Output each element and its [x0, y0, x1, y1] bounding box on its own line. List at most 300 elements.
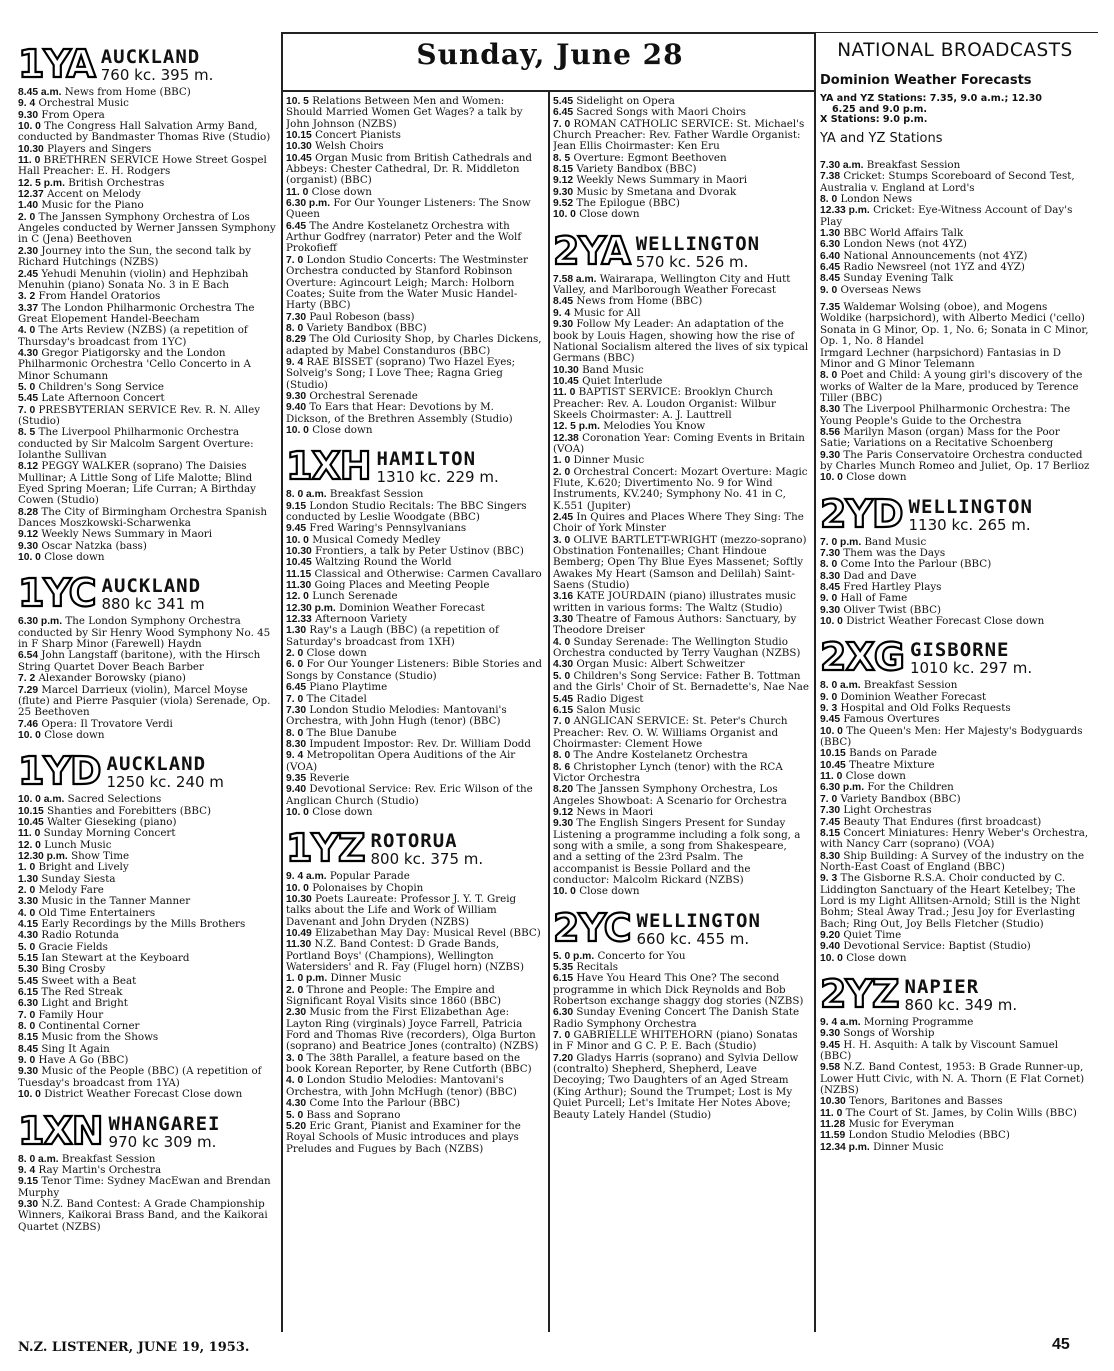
- programme-time: 9.30: [18, 1066, 39, 1078]
- programme-text: From Handel Oratorios: [38, 290, 161, 303]
- station-frequency: 1010 kc. 297 m.: [909, 659, 1033, 678]
- programme-item: [820, 851, 1090, 874]
- programme-text: Hospital and Old Folks Requests: [840, 702, 1011, 715]
- programme-time: 4.30: [18, 930, 39, 942]
- programme-item: [553, 319, 809, 364]
- programme-text: GABRIELLE WHITEHORN (piano) Sonatas in F Minor and G C. P. E. Bach (Studio): [553, 1029, 798, 1053]
- station-city: WELLINGTON: [908, 495, 1033, 518]
- programme-time: 9.30: [553, 818, 574, 830]
- programme-item: [553, 433, 809, 456]
- programme-text: Breakfast Session: [329, 488, 424, 501]
- programme-text: Sunday Evening Concert The Danish State Radio Symphony Orchestra: [553, 1006, 800, 1030]
- programme-time: 9.40: [286, 402, 307, 414]
- programme-text: Radio Newsreel (not 1YZ and 4YZ): [843, 261, 1025, 274]
- programme-time: 9. 4: [18, 98, 36, 110]
- programme-item: [286, 1053, 542, 1076]
- programme-time: 8. 6: [553, 761, 571, 773]
- programme-time: 6.30: [553, 1007, 574, 1019]
- station-info: [910, 640, 1032, 677]
- station-city: AUCKLAND: [100, 46, 201, 68]
- programme-time: 8.29: [286, 334, 307, 346]
- programme-time: 1.40: [18, 200, 39, 212]
- programme-text: From Opera: [41, 108, 105, 121]
- programme-text: BRETHREN SERVICE Howe Street Gospel Hall Preacher: E. H. Rodgers: [18, 154, 267, 178]
- programme-text: The Liverpool Philharmonic Orchestra: The Young People's Guide to the Orchestra: [820, 403, 1071, 427]
- programme-text: Relations Between Men and Women: Should Married Women Get Wages? a talk by John Johnson (NZBS): [286, 96, 523, 130]
- programme-time: 8.28: [18, 506, 39, 518]
- programme-time: 9.30: [553, 186, 574, 198]
- national-broadcasts-box: [820, 40, 1090, 146]
- station-header: [18, 1103, 276, 1151]
- programme-time: 6.15: [553, 704, 574, 716]
- programme-item: [820, 205, 1090, 228]
- programme-text: The Gisborne R.S.A. Choir conducted by C. Liddington Sanctuary of the Heart Ketelbey; The Lord is my Light Allitsen-Arnold; Still is the Night Bohm; Steal Away Trad.; Jesu Joy for Everlasting Bach; Ring Out, Joy Bells Fletcher (Studio): [820, 872, 1081, 930]
- programme-text: Waldemar Wolsing (oboe), and Mogens Woldike (harpsichord), with Alberto Medici ('cello) Sonata in G Minor, Op. 1, No. 6; Sonata in C Minor, Op. 1, No. 8 Handel: [820, 301, 1089, 348]
- programme-text: British Orchestras: [68, 176, 165, 189]
- programme-time: 3.30: [18, 896, 39, 908]
- programme-text: Fred Waring's Pennsylvanians: [309, 522, 467, 535]
- column-2: [286, 96, 542, 1326]
- station-city: HAMILTON: [376, 448, 477, 471]
- programme-time: 12.38: [553, 432, 579, 444]
- programme-text: Children's Song Service: [38, 380, 164, 393]
- programme-text: Bands on Parade: [849, 747, 938, 760]
- programme-time: 10. 0: [820, 472, 843, 484]
- programme-text: Gracie Fields: [38, 940, 108, 953]
- programme-item: [820, 370, 1090, 404]
- programme-text: Late Afternoon Concert: [41, 392, 165, 405]
- programme-text: Music for the Piano: [41, 199, 144, 212]
- programme-text: Poets Laureate: Professor J. Y. T. Greig talks about the Life and Work of William Davenant and John Dryden (NZBS): [286, 892, 517, 928]
- programme-item: [820, 1040, 1090, 1063]
- programme-text: Ship Building: A Survey of the industry on the North-East Coast of England (BBC): [820, 849, 1085, 873]
- programme-time: 10.15: [18, 805, 44, 817]
- weather-subheading: Dominion Weather Forecasts: [820, 73, 1032, 88]
- programme-time: 9.30: [18, 1198, 39, 1210]
- programme-time: 7.20: [553, 1052, 574, 1064]
- programme-text: Dominion Weather Forecast: [840, 690, 987, 703]
- programme-time: 1.30: [820, 228, 841, 240]
- programme-text: Accent on Melody: [47, 188, 141, 201]
- programme-time: 1. 0: [18, 862, 36, 874]
- station-callsign: 1XH: [286, 444, 371, 489]
- programme-item: [553, 1030, 809, 1053]
- station-info: [101, 47, 214, 84]
- programme-text: Bright and Lively: [38, 861, 129, 874]
- programme-time: 11. 0: [820, 771, 843, 783]
- station-info: [371, 831, 484, 868]
- programme-text: Christopher Lynch (tenor) with the RCA Victor Orchestra: [553, 760, 783, 784]
- programme-time: 7. 0: [820, 793, 838, 805]
- programme-item: [286, 750, 542, 773]
- programme-time: 3. 0: [286, 1052, 304, 1064]
- programme-time: 4. 0: [286, 1075, 304, 1087]
- programme-time: 12. 5 p.m.: [18, 177, 65, 189]
- programme-time: 11.28: [820, 1119, 846, 1131]
- programme-item: [18, 325, 276, 348]
- programme-item: [820, 616, 1090, 627]
- weather-line: 6.25 and 9.0 p.m.: [832, 103, 928, 115]
- programme-text: The Queen's Men: Her Majesty's Bodyguards (BBC): [820, 724, 1083, 749]
- programme-time: 10.45: [820, 759, 846, 771]
- programme-item: [820, 771, 1090, 782]
- programme-time: 7. 2: [18, 673, 36, 685]
- station-header: [18, 565, 276, 616]
- programme-time: 10.30: [286, 546, 312, 558]
- programme-text: H. H. Asquith: A talk by Viscount Samuel (BBC): [820, 1038, 1059, 1062]
- programme-text: Music from the Shows: [41, 1031, 159, 1044]
- programme-time: 5.45: [553, 693, 574, 705]
- programme-text: Follow My Leader: An adaptation of the book by Louis Hagen, showing how the rise of National Socialism altered the lives of six typical Germans (BBC): [553, 318, 809, 365]
- programme-time: 7.35: [820, 302, 841, 314]
- programme-text: National Announcements (not 4YZ): [843, 249, 1028, 262]
- programme-text: Cricket: Eye-Witness Account of Day's Play: [820, 204, 1073, 228]
- station-info: [905, 977, 1018, 1014]
- programme-text: District Weather Forecast Close down: [44, 1088, 243, 1101]
- programme-time: 7.29: [18, 684, 39, 696]
- programme-text: Eric Grant, Pianist and Examiner for the Royal Schools of Music introduces and plays Preludes and Fugues by Bach (NZBS): [286, 1119, 521, 1155]
- programme-text: Metropolitan Opera Auditions of the Air (VOA): [286, 749, 516, 773]
- programme-time: 10. 0: [553, 209, 576, 221]
- programme-text: Frontiers, a talk by Peter Ustinov (BBC): [315, 545, 524, 558]
- station-callsign: 2XG: [820, 635, 904, 680]
- programme-time: 8.12: [18, 461, 39, 473]
- weather-line: YA and YZ Stations: 7.35, 9.0 a.m.; 12.30: [820, 93, 1042, 104]
- programme-time: 8.30: [820, 850, 841, 862]
- programme-time: 12.30 p.m.: [18, 850, 68, 862]
- station-city: WELLINGTON: [635, 232, 761, 255]
- programme-time: 11.15: [286, 568, 312, 580]
- programme-item: [286, 1007, 542, 1052]
- programme-time: 6.45: [553, 107, 574, 119]
- programme-time: 10. 0: [820, 952, 843, 964]
- programme-item: [820, 1142, 1090, 1153]
- programme-time: 3. 0: [553, 534, 571, 546]
- column-3: [553, 96, 809, 1326]
- programme-text: Music from the First Elizabethan Age: Layton Ring (virginals) Joyce Farrell, Patricia Ford and Thomas Rive (recorders), Olga Burton (soprano) and Beatrice Jones (contralto) (NZBS): [286, 1006, 539, 1053]
- programme-item: [18, 461, 276, 506]
- programme-text: Gregor Piatigorsky and the London Philharmonic Orchestra 'Cello Concerto in A Minor Schumann: [18, 346, 251, 382]
- programme-text: The Red Streak: [41, 986, 123, 999]
- programme-text: Weekly News Summary in Maori: [576, 174, 748, 187]
- programme-text: The Epilogue (BBC): [576, 197, 680, 210]
- programme-time: 8. 0: [820, 370, 838, 382]
- programme-time: 7.45: [820, 816, 841, 828]
- programme-item: [18, 1089, 276, 1100]
- station-callsign: 1YZ: [286, 826, 365, 871]
- programme-item: [18, 246, 276, 269]
- programme-time: 3.37: [18, 302, 39, 314]
- station-frequency: 660 kc. 455 m.: [636, 929, 750, 948]
- programme-text: Devotional Service: Baptist (Studio): [843, 940, 1031, 953]
- station-info: [102, 576, 205, 613]
- column-rule-3: [814, 32, 816, 1332]
- programme-item: [286, 1075, 542, 1098]
- programme-text: For the Children: [867, 781, 954, 794]
- programme-item: [553, 274, 809, 297]
- programme-time: 4.30: [286, 1098, 307, 1110]
- programme-item: [18, 155, 276, 178]
- programme-time: 8. 0 a.m.: [18, 1153, 59, 1165]
- station-city: AUCKLAND: [101, 575, 202, 598]
- programme-item: [286, 357, 542, 391]
- programme-text: Dinner Music: [873, 1140, 944, 1153]
- programme-text: Sacred Selections: [67, 793, 162, 806]
- programme-time: 8.30: [820, 404, 841, 416]
- programme-item: [18, 212, 276, 246]
- programme-text: Close down: [846, 951, 907, 964]
- programme-text: Classical and Otherwise: Carmen Cavallaro: [314, 567, 542, 580]
- programme-text: The English Singers Present for Sunday Listening a programme including a folk song, a song with a smile, a song from Shakespeare, and a setting of the 23rd Psalm. The accompanist is Bessie Pollard and the conductor: Malcolm Rickard (NZBS): [553, 817, 801, 886]
- programme-time: 4.15: [18, 919, 39, 930]
- programme-time: 10.15: [820, 748, 846, 760]
- programme-text: Orchestral Serenade: [309, 389, 418, 402]
- programme-text: Dinner Music: [330, 972, 402, 985]
- programme-item: [18, 840, 276, 851]
- programme-time: 9. 4: [553, 307, 571, 319]
- programme-text: Tenors, Baritones and Basses: [849, 1095, 1003, 1108]
- programme-time: 10. 5: [286, 96, 309, 107]
- programme-text: Orchestral Music: [38, 97, 129, 110]
- programme-text: Hall of Fame: [840, 592, 908, 605]
- programme-text: Concerto for You: [597, 949, 686, 962]
- programme-time: 5.15: [18, 953, 39, 965]
- programme-text: Wairarapa, Wellington City and Hutt Valley, and Marlborough Weather Forecast: [553, 272, 791, 297]
- programme-text: Breakfast Session: [61, 1152, 156, 1165]
- programme-text: Close down: [579, 208, 640, 221]
- programme-item: [18, 405, 276, 428]
- station-callsign: 2YD: [820, 491, 903, 536]
- programme-text: The Old Curiosity Shop, by Charles Dickens, adapted by Mabel Constanduros (BBC): [286, 333, 542, 357]
- programme-item: [286, 1121, 542, 1155]
- programme-text: Elizabethan May Day: Musical Revel (BBC): [315, 927, 541, 939]
- station-callsign: 2YC: [553, 905, 631, 950]
- programme-time: 9. 0: [820, 284, 838, 296]
- programme-text: Have A Go (BBC): [38, 1054, 129, 1067]
- programme-text: Impudent Impostor: Rev. Dr. William Dodd: [309, 737, 531, 750]
- programme-text: OLIVE BARTLETT-WRIGHT (mezzo-soprano) Obstination Fontenailles; Chant Hindoue Bemberg; Open Thy Blue Eyes Massenet; Softly Awakes My Heart (Samson and Delilah) Saint-Saens (Studio): [553, 533, 807, 592]
- programme-text: Paul Robeson (bass): [309, 310, 415, 323]
- station-header: [286, 820, 542, 871]
- programme-time: 9. 4 a.m.: [820, 1016, 861, 1028]
- programme-time: 7.30: [286, 311, 307, 323]
- programme-time: 4. 0: [18, 907, 36, 919]
- programme-time: 3. 2: [18, 291, 36, 303]
- programme-item: [553, 886, 809, 897]
- programme-time: 8.15: [553, 164, 574, 176]
- station-frequency: 570 kc. 526 m.: [635, 252, 749, 271]
- station-frequency: 1250 kc. 240 m: [106, 773, 224, 792]
- programme-time: 6.30 p.m.: [286, 198, 331, 210]
- programme-time: 5. 0: [18, 381, 36, 393]
- programme-time: 9.35: [286, 772, 307, 784]
- programme-text: The Arts Review (NZBS) (a repetition of Thursday's broadcast from 1YC): [18, 324, 248, 348]
- programme-text: Continental Corner: [38, 1020, 140, 1033]
- programme-text: Melody Fare: [38, 883, 104, 896]
- programme-time: 5.20: [286, 1120, 307, 1132]
- title-top-rule: [283, 32, 814, 34]
- programme-text: The Citadel: [306, 692, 367, 705]
- programme-text: Close down: [845, 770, 906, 783]
- programme-text: Radio Rotunda: [41, 929, 119, 942]
- programme-text: Band Music: [864, 535, 927, 548]
- programme-time: 5. 0: [18, 941, 36, 953]
- programme-time: 9. 4: [286, 750, 304, 762]
- programme-text: Close down: [312, 423, 373, 436]
- programme-text: Ray's a Laugh (BBC) (a repetition of Saturday's broadcast from 1XH): [286, 624, 499, 648]
- programme-time: 5.45: [18, 393, 39, 405]
- programme-item: [286, 807, 542, 818]
- programme-time: 12. 5 p.m.: [553, 421, 600, 433]
- programme-text: Close down: [579, 885, 640, 898]
- programme-text: In Quires and Places Where They Sing: The Choir of York Minster: [553, 511, 804, 535]
- programme-time: 5.45: [553, 96, 574, 107]
- programme-item: [820, 726, 1090, 749]
- programme-text: RAE BISSET (soprano) Two Hazel Eyes; Solveig's Song; I Love Thee; Ragna Grieg (Studio): [286, 355, 516, 391]
- programme-time: 12. 0: [18, 839, 41, 851]
- yz-heading: YA and YZ Stations: [820, 130, 943, 146]
- programme-time: 4.30: [18, 347, 39, 359]
- programme-time: 10. 0: [820, 616, 843, 628]
- programme-time: 8. 0 a.m.: [820, 680, 861, 692]
- page-number: 45: [1052, 1336, 1070, 1353]
- programme-text: Famous Overtures: [843, 713, 940, 726]
- programme-text: The Liverpool Philharmonic Orchestra conducted by Sir Malcolm Sargent Overture: Iolanthe Sullivan: [18, 426, 254, 461]
- programme-time: 9.30: [18, 109, 39, 121]
- programme-text: The Janssen Symphony Orchestra of Los Angeles conducted by Werner Janssen Symphony in C (Jena) Beethoven: [18, 210, 276, 246]
- programme-time: 7. 0: [286, 693, 304, 705]
- station-frequency: 760 kc. 395 m.: [100, 66, 214, 84]
- programme-time: 1.30: [18, 873, 39, 885]
- programme-text: ANGLICAN SERVICE: St. Peter's Church Preacher: Rev. O. W. Williams Organist and Choirmaster: Clement Howe: [553, 715, 788, 750]
- programme-text: Organ Music from British Cathedrals and Abbeys: Chester Cathedral, Dr. R. Middleton (organist) (BBC): [286, 151, 532, 187]
- programme-text: Sunday Serenade: The Wellington Studio Orchestra conducted by Terry Vaughan (NZBS): [553, 635, 801, 660]
- programme-item: [18, 730, 276, 741]
- station-header: [18, 743, 276, 794]
- programme-item: [286, 501, 542, 524]
- programme-item: [553, 762, 809, 785]
- programme-item: [18, 303, 276, 326]
- programme-item: [286, 402, 542, 425]
- station-callsign: 1YD: [18, 749, 101, 794]
- weather-lines: [820, 94, 1090, 126]
- programme-time: 2. 0: [18, 884, 36, 896]
- programme-text: Welsh Choirs: [315, 140, 384, 153]
- programme-time: 2. 0: [18, 211, 36, 223]
- programme-time: 9.45: [820, 714, 841, 726]
- programme-text: Polonaises by Chopin: [312, 881, 424, 894]
- station-info: [107, 754, 224, 791]
- programme-text: Variety Bandbox (BBC): [840, 792, 961, 805]
- programme-time: 9.40: [286, 784, 307, 796]
- programme-time: 6. 0: [286, 659, 304, 671]
- programme-item: [820, 302, 1090, 347]
- programme-time: 10.45: [18, 816, 44, 828]
- programme-time: 11.30: [286, 580, 312, 592]
- programme-text: Dad and Dave: [843, 569, 917, 582]
- programme-time: 11. 0: [18, 155, 41, 167]
- programme-text: Close down: [44, 728, 105, 741]
- programme-time: 6.15: [18, 987, 39, 999]
- programme-text: Sweet with a Beat: [41, 974, 137, 987]
- programme-time: 12.33: [286, 614, 312, 626]
- programme-time: 1. 0: [553, 455, 571, 467]
- programme-time: 5. 0: [553, 670, 571, 682]
- station-city: AUCKLAND: [106, 753, 207, 776]
- programme-text: Sunday Evening Talk: [843, 272, 954, 285]
- station-city: GISBORNE: [909, 639, 1010, 662]
- programme-text: Sacred Songs with Maori Choirs: [576, 106, 746, 119]
- programme-time: 6.45: [286, 682, 307, 694]
- programme-text: John Langstaff (baritone), with the Hirsch String Quartet Dover Beach Barber: [18, 649, 261, 673]
- programme-time: 8. 0 a.m.: [286, 489, 327, 501]
- programme-text: Shanties and Forebitters (BBC): [47, 804, 212, 817]
- national-heading: NATIONAL BROADCASTS: [837, 40, 1073, 61]
- programme-time: 8.15: [820, 827, 841, 839]
- programme-time: 7.30: [820, 805, 841, 817]
- programme-text: Yehudi Menuhin (violin) and Hephzibah Menuhin (piano) Sonata No. 3 in E Bach: [18, 267, 249, 291]
- programme-time: 6.30: [820, 239, 841, 251]
- programme-text: Journey into the Sun, the second talk by Richard Hutchings (NZBS): [18, 244, 252, 269]
- programme-item: [820, 1130, 1090, 1141]
- programme-item: [553, 818, 809, 886]
- programme-text: PEGGY WALKER (soprano) The Daisies Mullinar; A Little Song of Life Malotte; Blind Eyed Spring Moeran; Life Curran; A Birthday Cowen (Studio): [18, 460, 256, 507]
- programme-time: 8. 0: [18, 1021, 36, 1033]
- programme-time: 8. 0: [286, 727, 304, 739]
- programme-text: News from Home (BBC): [576, 295, 703, 308]
- programme-time: 9.40: [820, 941, 841, 953]
- column-4: [820, 160, 1090, 1320]
- programme-text: Concert Miniatures: Henry Weber's Orchestra, with Nancy Carr (soprano) (VOA): [820, 826, 1089, 851]
- programme-text: Light Orchestras: [843, 804, 932, 817]
- programme-time: 6.30 p.m.: [820, 782, 865, 794]
- programme-text: The Congress Hall Salvation Army Band, conducted by Bandmaster Thomas Rive (Studio): [18, 120, 271, 144]
- programme-text: Breakfast Session: [863, 679, 958, 692]
- programme-time: 9.30: [820, 449, 841, 461]
- column-rule-1: [281, 32, 283, 1332]
- programme-time: 8. 5: [18, 427, 36, 439]
- programme-text: Show Time: [71, 849, 130, 862]
- programme-text: Lunch Serenade: [312, 590, 398, 603]
- programme-time: 9.45: [286, 523, 307, 535]
- programme-time: 10. 0: [553, 886, 576, 898]
- station-callsign: 1YA: [18, 42, 95, 86]
- programme-text: Overseas News: [840, 283, 922, 296]
- programme-text: Close down: [306, 647, 367, 660]
- programme-text: Gladys Harris (soprano) and Sylvia Dellow (contralto) Shepherd, Shepherd, Leave Decoying; Two Daughters of an Aged Stream (King Arthur); Sound the Trumpet; Lost is My Quiet Purcell; Let's Imitate Her Notes Above; Beauty Lately Handel (Studio): [553, 1051, 799, 1121]
- programme-text: Opera: Il Trovatore Verdi: [41, 717, 173, 730]
- programme-item: [18, 269, 276, 292]
- programme-text: Close down: [312, 805, 373, 818]
- programme-text: The 38th Parallel, a feature based on the book Korean Reporter, by Rene Cutforth (BBC): [286, 1051, 532, 1076]
- programme-time: 7. 0 p.m.: [820, 536, 862, 548]
- programme-text: Close down: [846, 471, 907, 484]
- programme-item: [820, 828, 1090, 851]
- station-city: WHANGAREI: [108, 1112, 221, 1135]
- station-header: [18, 36, 276, 84]
- programme-time: 9.15: [286, 500, 307, 512]
- programme-text: Morning Programme: [863, 1015, 974, 1028]
- column-rule-2: [548, 92, 550, 1332]
- programme-text: Beauty That Endures (first broadcast): [843, 815, 1042, 828]
- programme-text: For Our Younger Listeners: Bible Stories and Songs by Constance (Studio): [286, 658, 542, 682]
- title-bottom-rule: [283, 90, 814, 92]
- station-city: ROTORUA: [370, 830, 458, 853]
- programme-text: Walter Gieseking (piano): [47, 815, 177, 828]
- programme-text: Come Into the Parlour (BBC): [309, 1097, 461, 1110]
- programme-time: 11. 0: [553, 387, 576, 399]
- programme-text: Devotional Service: Rev. Eric Wilson of the Anglican Church (Studio): [286, 783, 533, 807]
